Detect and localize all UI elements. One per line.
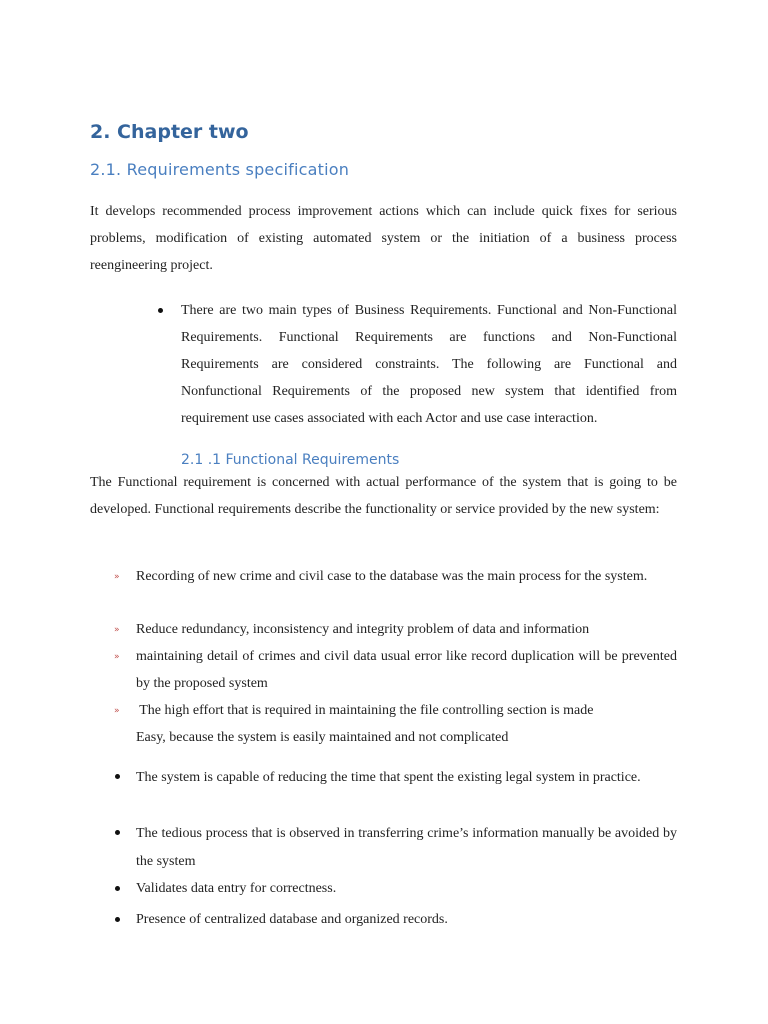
section-heading: 2.1. Requirements specification	[90, 160, 350, 179]
list-item: maintaining detail of crimes and civil data usual error like record duplication will be prevented by the proposed system	[136, 649, 677, 691]
list-item: The system is capable of reducing the time that spent the existing legal system in practice.	[136, 770, 641, 785]
bullet-dot-icon	[115, 886, 120, 891]
continuation-line: Easy, because the system is easily maintained and not complicated	[136, 730, 509, 745]
arrow-bullet-icon: »	[114, 652, 120, 662]
list-item: Reduce redundancy, inconsistency and integrity problem of data and information	[136, 622, 590, 637]
list-item: Recording of new crime and civil case to the database was the main process for the system.	[136, 569, 648, 584]
list-item: Presence of centralized database and organized records.	[136, 912, 448, 927]
functional-paragraph: The Functional requirement is concerned with actual performance of the system that is going to be developed. Functional requirements describe the functionality or service provided by the new system:	[90, 475, 677, 517]
bullet-dot-icon	[115, 830, 120, 835]
arrow-bullet-icon: »	[114, 706, 120, 716]
arrow-bullet-icon: »	[114, 625, 120, 635]
subsection-heading: 2.1 .1 Functional Requirements	[181, 452, 400, 468]
arrow-bullet-icon: »	[114, 572, 120, 582]
list-item: The tedious process that is observed in transferring crime’s information manually be avoided by the system	[136, 826, 677, 869]
bullet-dot-icon	[158, 308, 163, 313]
bullet-dot-icon	[115, 917, 120, 922]
intro-paragraph: It develops recommended process improvement actions which can include quick fixes for serious problems, modification of existing automated system or the initiation of a business process reengineering project.	[90, 204, 677, 273]
types-bullet-text: There are two main types of Business Requirements. Functional and Non-Functional Requirements. Functional Requirements are functions and Non-Functional Requirements are considered constraints. The following are Functional and Nonfunctional Requirements of the proposed new system that identified from requirement use cases associated with each Actor and use case interaction.	[181, 303, 677, 426]
list-item: Validates data entry for correctness.	[136, 881, 337, 896]
list-item: The high effort that is required in maintaining the file controlling section is made	[136, 703, 594, 718]
chapter-heading: 2. Chapter two	[90, 121, 249, 143]
bullet-dot-icon	[115, 774, 120, 779]
